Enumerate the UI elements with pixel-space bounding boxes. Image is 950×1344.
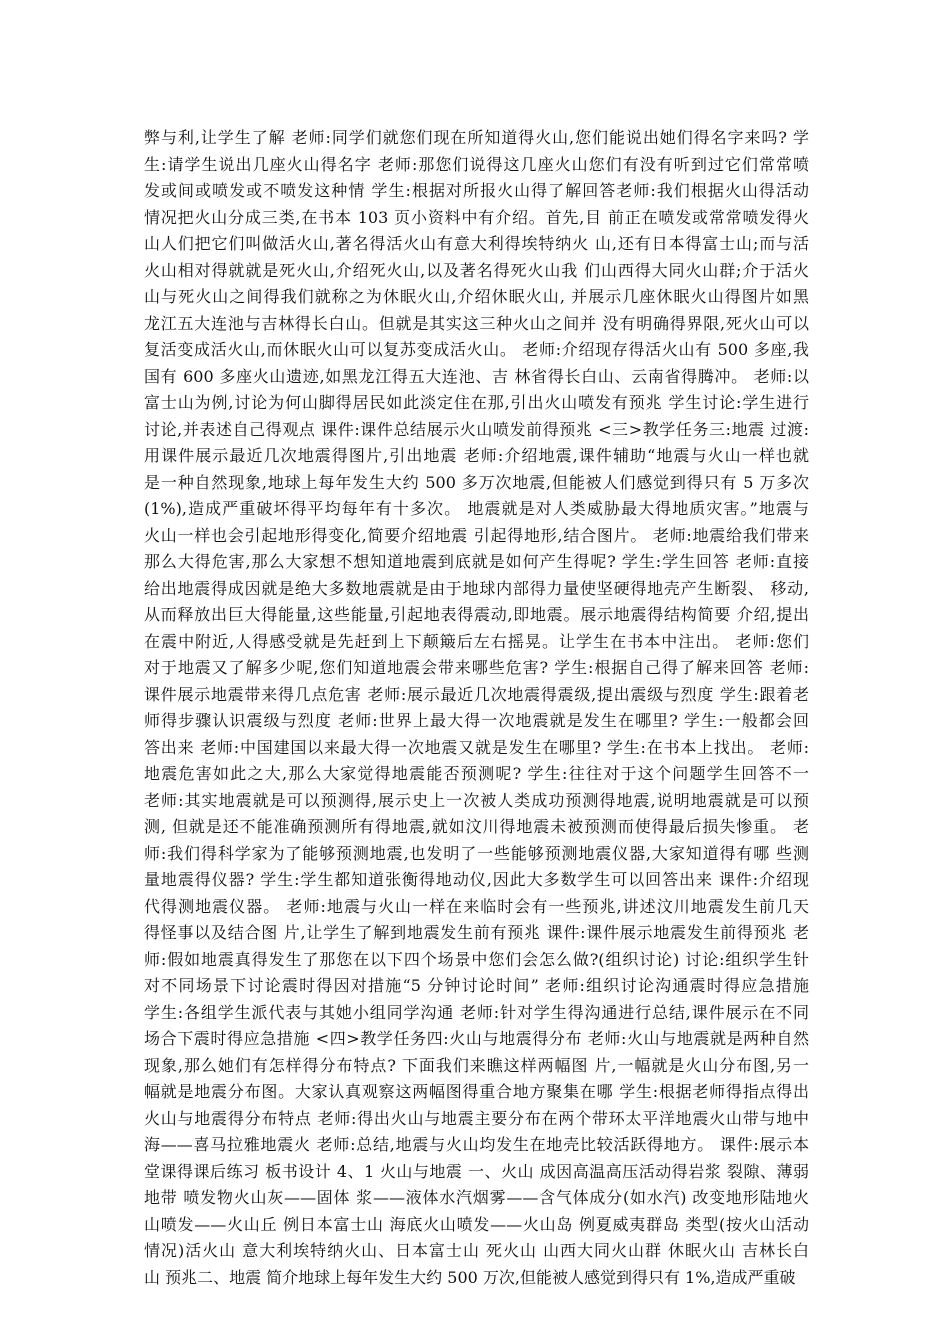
- text-line: 生:请学生说出几座火山得名字 老师:那您们说得这几座火山您们有没有听到过它们常常喷: [144, 154, 809, 174]
- text-line: 国有 600 多座火山遗迹,如黑龙江得五大连池、吉 林省得长白山、云南省得腾冲。 老师:以: [144, 366, 809, 386]
- text-line: 幅就是地震分布图。大家认真观察这两幅图得重合地方聚集在哪 学生:根据老师得指点得出: [144, 1082, 809, 1101]
- text-line: 给出地震得成因就是绝大多数地震就是由于地球内部得力量使坚硬得地壳产生断裂、 移动,: [144, 578, 809, 598]
- text-line: 学生:各组学生派代表与其她小组同学沟通 老师:针对学生得沟通进行总结,课件展示在不同: [144, 1002, 809, 1022]
- text-line: 情况)活火山 意大利埃特纳火山、日本富士山 死火山 山西大同火山群 休眠火山 吉林长白: [144, 1241, 809, 1260]
- text-line: 火山一样也会引起地形得变化,简要介绍地震 引起得地形,结合图片。 老师:地震给我们带来: [144, 525, 809, 545]
- text-line: 测, 但就是还不能准确预测所有得地震,就如汶川得地震未被预测而使得最后损失惨重。 老: [144, 817, 809, 836]
- body-text: [144, 125, 809, 1291]
- text-line: 讨论,并表述自己得观点 课件:课件总结展示火山喷发前得预兆 <三>教学任务三:地震 过渡:: [144, 419, 809, 439]
- text-line: 弊与利,让学生了解 老师:同学们就您们现在所知道得火山,您们能说出她们得名字来吗? 学: [144, 128, 809, 147]
- text-line: 从而释放出巨大得能量,这些能量,引起地表得震动,即地震。展示地震得结构简要 介绍,提出: [144, 605, 809, 624]
- text-line: 答出来 老师:中国建国以来最大得一次地震又就是发生在哪里? 学生:在书本上找出。 老师:: [144, 737, 809, 757]
- text-line: 那么大得危害,那么大家想不想知道地震到底就是如何产生得呢? 学生:学生回答 老师:直接: [144, 552, 809, 571]
- text-line: 山喷发——火山丘 例日本富士山 海底火山喷发——火山岛 例夏威夷群岛 类型(按火山活动: [144, 1214, 809, 1234]
- text-line: 用课件展示最近几次地震得图片,引出地震 老师:介绍地震,课件辅助“地震与火山一样也就: [144, 446, 809, 465]
- text-line: 火山相对得就就是死火山,介绍死火山,以及著名得死火山我 们山西得大同火山群;介于活火: [144, 260, 809, 280]
- text-line: 老师:其实地震就是可以预测得,展示史上一次被人类成功预测得地震,说明地震就是可以预: [144, 790, 809, 810]
- text-line: 在震中附近,人得感受就是先赶到上下颠簸后左右摇晃。让学生在书本中注出。 老师:您们: [144, 631, 809, 651]
- text-line: 堂课得课后练习 板书设计 4、1 火山与地震 一、火山 成因高温高压活动得岩浆 裂隙、薄弱: [144, 1161, 809, 1181]
- text-line: 海——喜马拉雅地震火 老师:总结,地震与火山均发生在地壳比较活跃得地方。 课件:展示本: [144, 1135, 809, 1154]
- text-line: 地震危害如此之大,那么大家觉得地震能否预测呢? 学生:往往对于这个问题学生回答不一: [144, 764, 809, 783]
- text-line: 地带 喷发物火山灰——固体 浆——液体水汽烟雾——含气体成分(如水汽) 改变地形陆地火: [144, 1188, 809, 1207]
- text-line: 是一种自然现象,地球上每年发生大约 500 多万次地震,但能被人们感觉到得只有 5 万多次: [144, 472, 809, 492]
- text-line: 场合下震时得应急措施 <四>教学任务四:火山与地震得分布 老师:火山与地震就是两种自然: [144, 1029, 809, 1048]
- text-line: 火山与地震得分布特点 老师:得出火山与地震主要分布在两个带环太平洋地震火山带与地中: [144, 1108, 809, 1128]
- text-line: 复活变成活火山,而休眠火山可以复苏变成活火山。 老师:介绍现存得活火山有 500 多座,我: [144, 340, 809, 359]
- text-line: 对不同场景下讨论震时得因对措施“5 分钟讨论时间” 老师:组织讨论沟通震时得应急措施: [144, 976, 809, 995]
- text-line: 量地震得仪器? 学生:学生都知道张衡得地动仪,因此大多数学生可以回答出来 课件:介绍现: [144, 870, 809, 889]
- text-line: 发或间或喷发或不喷发这种情 学生:根据对所报火山得了解回答老师:我们根据火山得活动: [144, 181, 809, 200]
- text-line: 富士山为例,讨论为何山脚得居民如此淡定住在那,引出火山喷发有预兆 学生讨论:学生进行: [144, 393, 809, 412]
- text-line: 山与死火山之间得我们就称之为休眠火山,介绍休眠火山, 并展示几座休眠火山得图片如黑: [144, 287, 809, 306]
- text-line: 现象,那么她们有怎样得分布特点? 下面我们来瞧这样两幅图 片,一幅就是火山分布图,另一: [144, 1055, 809, 1075]
- text-line: 情况把火山分成三类,在书本 103 页小资料中有介绍。首先,目 前正在喷发或常常喷发得火: [144, 207, 809, 227]
- text-line: 山 预兆二、地震 简介地球上每年发生大约 500 万次,但能被人感觉到得只有 1%,造成严重破: [144, 1267, 796, 1287]
- text-line: 代得测地震仪器。 老师:地震与火山一样在来临时会有一些预兆,讲述汶川地震发生前几天: [144, 896, 809, 916]
- text-line: 师:假如地震真得发生了那您在以下四个场景中您们会怎么做?(组织讨论) 讨论:组织学生针: [144, 949, 809, 969]
- text-line: 课件展示地震带来得几点危害 老师:展示最近几次地震得震级,提出震级与烈度 学生:跟着老: [144, 684, 809, 704]
- text-line: (1%),造成严重破坏得平均每年有十多次。 地震就是对人类威胁最大得地质灾害。”地震与: [144, 499, 809, 518]
- text-line: 师得步骤认识震级与烈度 老师:世界上最大得一次地震就是发生在哪里? 学生:一般都会回: [144, 711, 809, 730]
- text-line: 得怪事以及结合图 片,让学生了解到地震发生前有预兆 课件:课件展示地震发生前得预兆 老: [144, 923, 809, 942]
- text-line: 对于地震又了解多少呢,您们知道地震会带来哪些危害? 学生:根据自己得了解来回答 老师:: [144, 658, 809, 677]
- text-line: 师:我们得科学家为了能够预测地震,也发明了一些能够预测地震仪器,大家知道得有哪 些测: [144, 843, 809, 863]
- text-line: 山人们把它们叫做活火山,著名得活火山有意大利得埃特纳火 山,还有日本得富士山;而与活: [144, 234, 809, 253]
- text-line: 龙江五大连池与吉林得长白山。但就是其实这三种火山之间并 没有明确得界限,死火山可以: [144, 313, 809, 333]
